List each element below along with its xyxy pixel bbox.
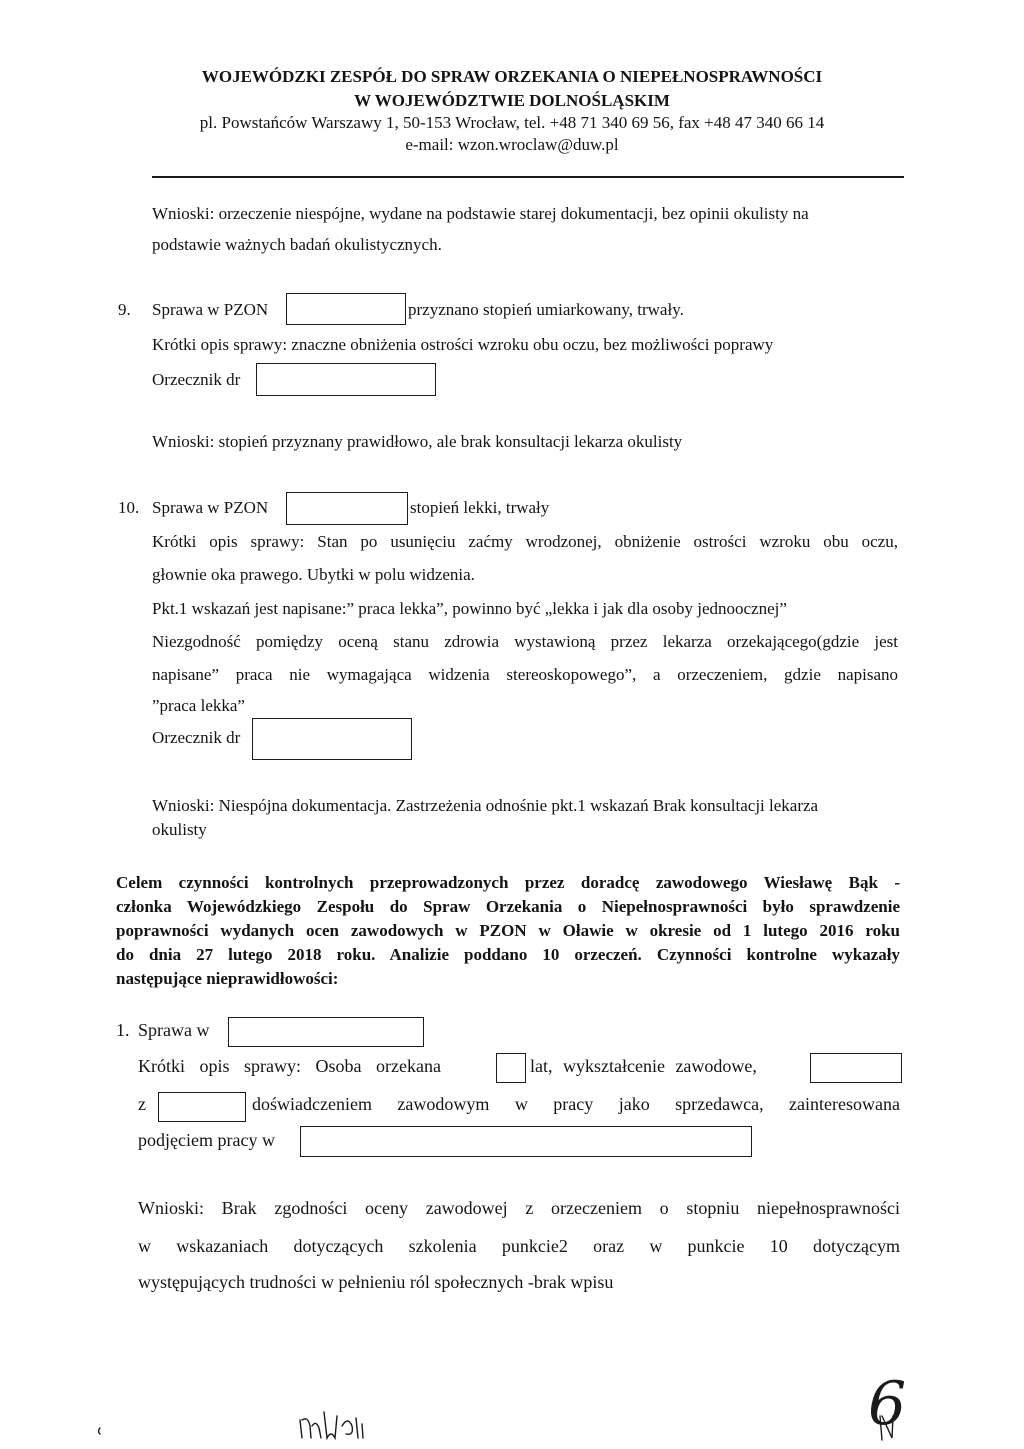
case1-experience: doświadczeniem zawodowym w pracy jako sprzedawca, zainteresowana (252, 1094, 900, 1114)
redacted-box (300, 1126, 752, 1157)
institution-region: W WOJEWÓDZTWIE DOLNOŚLĄSKIM (354, 91, 670, 110)
case1-z: z (138, 1094, 146, 1114)
redacted-box (252, 718, 412, 760)
case10-number: 10. (118, 498, 140, 517)
redacted-box (256, 363, 436, 396)
header-divider (152, 176, 904, 178)
case10-conclusion-line2: okulisty (152, 820, 207, 839)
case9-examiner-label: Orzecznik dr (152, 370, 241, 389)
case1-job: podjęciem pracy w (138, 1130, 275, 1150)
case10-mismatch-line2: napisane” praca nie wymagająca widzenia stereoskopowego”, a orzeczeniem, gdzie napisano (152, 665, 898, 684)
redacted-box (810, 1053, 902, 1083)
case1-conclusion-line1: Wnioski: Brak zgodności oceny zawodowej z orzeczeniem o stopniu niepełnosprawności (138, 1198, 900, 1218)
case9-number: 9. (118, 300, 131, 319)
case1-number: 1. (116, 1020, 130, 1040)
intro-conclusion-line1: Wnioski: orzeczenie niespójne, wydane na podstawie starej dokumentacji, bez opinii okulisty na (152, 204, 809, 223)
handwritten-signature (90, 1400, 910, 1449)
case1-conclusion-line3: występujących trudności w pełnieniu ról społecznych -brak wpisu (138, 1272, 614, 1292)
case9-prefix: Sprawa w PZON (152, 300, 269, 319)
case1-conclusion-line2: w wskazaniach dotyczących szkolenia punkcie2 oraz w punkcie 10 dotyczącym (138, 1236, 900, 1256)
case10-pkt-note: Pkt.1 wskazań jest napisane:” praca lekka”, powinno być „lekka i jak dla osoby jednoocznej” (152, 599, 787, 618)
redacted-box (496, 1053, 526, 1083)
redacted-box (286, 492, 408, 525)
case10-mismatch-line3: ”praca lekka” (152, 696, 245, 715)
institution-email: e-mail: wzon.wroclaw@duw.pl (405, 135, 619, 154)
page-number: 6 (868, 1369, 907, 1439)
redacted-box (286, 293, 406, 325)
case1-desc-b: lat, wykształcenie zawodowe, (530, 1056, 757, 1076)
intro-conclusion-line2: podstawie ważnych badań okulistycznych. (152, 235, 442, 254)
summary-line1: Celem czynności kontrolnych przeprowadzonych przez doradcę zawodowego Wiesławę Bąk - (116, 873, 900, 892)
summary-line5: następujące nieprawidłowości: (116, 969, 339, 988)
case1-desc-a: Krótki opis sprawy: Osoba orzekana (138, 1056, 441, 1076)
case9-conclusion: Wnioski: stopień przyznany prawidłowo, ale brak konsultacji lekarza okulisty (152, 432, 683, 451)
summary-line4: do dnia 27 lutego 2018 roku. Analizie poddano 10 orzeczeń. Czynności kontrolne wykazały (116, 945, 900, 964)
redacted-box (228, 1017, 424, 1047)
summary-line3: poprawności wydanych ocen zawodowych w PZON w Oławie w okresie od 1 lutego 2016 roku (116, 921, 900, 940)
case10-prefix: Sprawa w PZON (152, 498, 269, 517)
institution-address: pl. Powstańców Warszawy 1, 50-153 Wrocław, tel. +48 71 340 69 56, fax +48 47 340 66 14 (199, 113, 825, 132)
case10-description-line1: Krótki opis sprawy: Stan po usunięciu zaćmy wrodzonej, obniżenie ostrości wzroku obu oczu, (152, 532, 898, 551)
case10-description-line2: głownie oka prawego. Ubytki w polu widzenia. (152, 565, 475, 584)
case10-conclusion-line1: Wnioski: Niespójna dokumentacja. Zastrzeżenia odnośnie pkt.1 wskazań Brak konsultacji lekarza (152, 796, 819, 815)
case9-degree: przyznano stopień umiarkowany, trwały. (408, 300, 684, 319)
case10-examiner-label: Orzecznik dr (152, 728, 241, 747)
summary-line2: członka Wojewódzkiego Zespołu do Spraw Orzekania o Niepełnosprawności było sprawdzenie (116, 897, 900, 916)
institution-name: WOJEWÓDZKI ZESPÓŁ DO SPRAW ORZEKANIA O NIEPEŁNOSPRAWNOŚCI (201, 67, 823, 86)
case9-description: Krótki opis sprawy: znaczne obniżenia ostrości wzroku obu oczu, bez możliwości poprawy (152, 335, 774, 354)
case10-mismatch-line1: Niezgodność pomiędzy oceną stanu zdrowia wystawioną przez lekarza orzekającego(gdzie jest (152, 632, 898, 651)
case1-prefix: Sprawa w (138, 1020, 210, 1040)
redacted-box (158, 1092, 246, 1122)
case10-degree: stopień lekki, trwały (410, 498, 550, 517)
